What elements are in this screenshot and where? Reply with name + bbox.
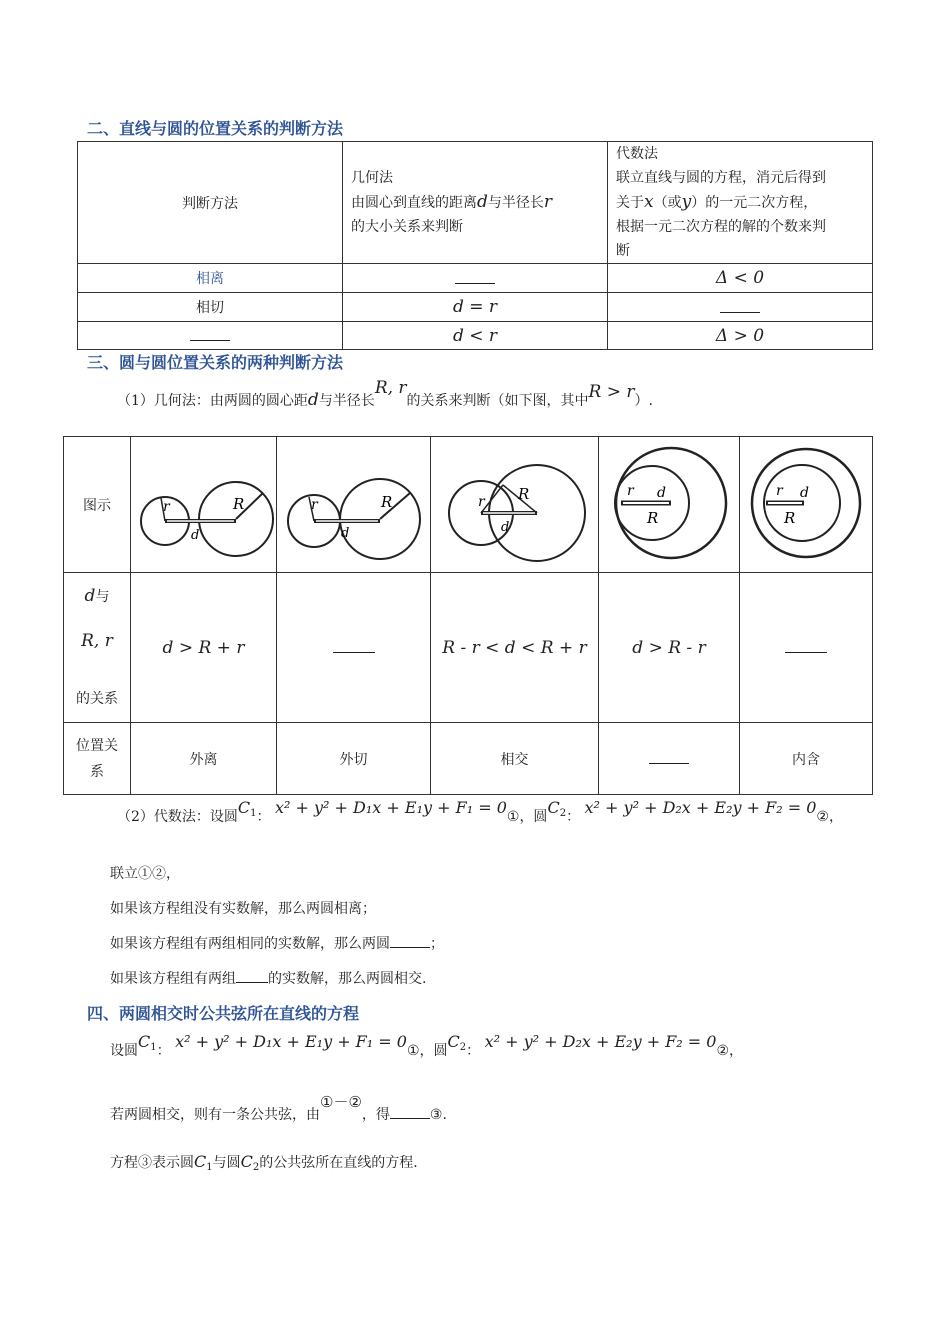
section4-line2: 方程③表示圆$C_1$与圆$C_2$的公共弦所在直线的方程. [110,1152,418,1173]
row-tangent-alg [608,293,873,322]
position-contain: 内含 [740,723,873,795]
relation-internal-tangent: d > R - r [599,573,740,723]
geo-header: 几何法 由圆心到直线的距离d与半径长r 的大小关系来判断 [343,142,608,264]
circle-circle-table [63,436,873,795]
label-figure: 图示 [64,437,131,573]
section3-title: 三、圆与圆位置关系的两种判断方法 [87,353,344,372]
geo-intro: （1）几何法：由两圆的圆心距d与半径长R, r的关系来判断（如下图，其中R > r）. [117,378,653,410]
alg-line2: 如果该方程组没有实数解，那么两圆相离； [110,901,376,917]
fig-separate [131,437,277,573]
alg-header: 代数法 联立直线与圆的方程，消元后得到 关于x（或y）的一元二次方程， 根据一元二次方程的解的个数来判 断 [608,142,873,264]
answer-blank[interactable] [720,298,760,313]
svg-text:d: d [800,484,809,501]
alg-line4: 如果该方程组有两组 的实数解，那么两圆相交. [110,968,426,988]
alg-intro: （2）代数法：设圆$C^1$： x² + y² + D₁x + E₁y + F₁ = 0①，圆$C^2$： x² + y² + D₂x + E₂y + F₂ = 0②， [117,798,843,825]
relation-contain [740,573,873,723]
position-separate: 外离 [131,723,277,795]
intersecting-circles-diagram [431,443,598,563]
svg-text:d: d [501,519,510,535]
svg-text:r: r [627,482,634,499]
label-position: 位置关系 [64,723,131,795]
answer-blank[interactable] [649,749,689,764]
alg-line1: 联立①②， [110,866,180,882]
fig-internal-tangent [599,437,740,573]
svg-text:R: R [233,494,245,513]
label-relation: d与 R, r 的关系 [64,573,131,723]
svg-text:R: R [518,484,530,503]
section4-intro: 设圆$C^1$： x² + y² + D₁x + E₁y + F₁ = 0①，圆$C^2$： x² + y² + D₂x + E₂y + F₂ = 0②， [110,1032,744,1059]
contained-circles-diagram [740,443,872,563]
answer-blank[interactable] [236,968,268,983]
section4-line1: 若两圆相交，则有一条公共弦，由①－②，得 ③. [110,1093,447,1123]
section2-title: 二、直线与圆的位置关系的判断方法 [87,119,344,138]
relation-intersect: R - r < d < R + r [431,573,599,723]
row-intersect-alg: Δ > 0 [608,322,873,350]
row-tangent-geo: d = r [343,293,608,322]
svg-text:d: d [657,484,666,501]
separate-circles-diagram [131,443,276,563]
svg-text:d: d [191,527,200,543]
fig-contain [740,437,873,573]
svg-text:d: d [341,525,350,541]
row-separate-geo [343,264,608,293]
internally-tangent-diagram [599,443,739,563]
svg-text:r: r [311,496,318,513]
section4-title: 四、两圆相交时公共弦所在直线的方程 [87,1004,360,1023]
row-separate-name: 相离 [78,264,343,293]
svg-text:R: R [381,492,393,511]
answer-blank[interactable] [390,933,430,948]
row-tangent-name: 相切 [78,293,343,322]
position-intersect: 相交 [431,723,599,795]
externally-tangent-diagram [277,443,430,563]
relation-external-tangent [277,573,431,723]
row-intersect-name [78,322,343,350]
answer-blank[interactable] [333,638,375,653]
position-internal-tangent [599,723,740,795]
row-intersect-geo: d < r [343,322,608,350]
position-external-tangent: 外切 [277,723,431,795]
answer-blank[interactable] [390,1104,430,1119]
answer-blank[interactable] [190,326,230,341]
fig-external-tangent [277,437,431,573]
method-header: 判断方法 [78,142,343,264]
answer-blank[interactable] [785,638,827,653]
svg-text:r: r [776,482,783,499]
svg-text:r: r [478,493,485,510]
svg-text:R: R [784,508,796,527]
svg-text:r: r [163,498,170,515]
svg-text:R: R [647,508,659,527]
relation-separate: d > R + r [131,573,277,723]
line-circle-table [77,141,873,350]
row-separate-alg: Δ < 0 [608,264,873,293]
answer-blank[interactable] [455,269,495,284]
fig-intersect [431,437,599,573]
alg-line3: 如果该方程组有两组相同的实数解，那么两圆 ； [110,933,444,953]
